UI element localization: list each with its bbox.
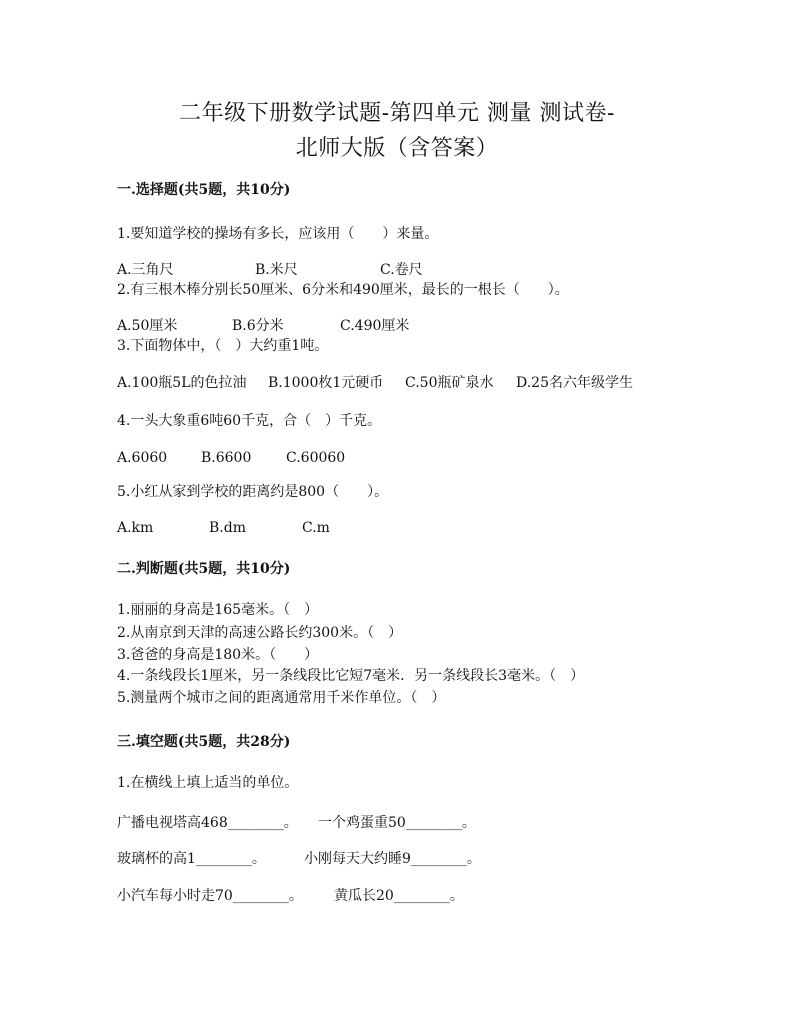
judge-item-1: 1.丽丽的身高是165毫米。（ ） xyxy=(117,602,319,618)
section-heading-judge: 二.判断题(共5题，共10分) xyxy=(117,561,291,577)
judge-item-2: 2.从南京到天津的高速公路长约300米。（ ） xyxy=(117,625,403,641)
option-5b: B.dm xyxy=(209,520,246,536)
option-3b: B.1000枚1元硬币 xyxy=(268,375,384,391)
section-heading-choice: 一.选择题(共5题，共10分) xyxy=(117,182,291,198)
fill-item-tower: 广播电视塔高468________。 xyxy=(117,815,298,831)
option-4b: B.6600 xyxy=(201,450,252,466)
option-4c: C.60060 xyxy=(286,450,346,466)
fill-item-glass: 玻璃杯的高1________。 xyxy=(117,851,266,867)
judge-item-5: 5.测量两个城市之间的距离通常用千米作单位。（ ） xyxy=(117,690,446,706)
title-line-1: 二年级下册数学试题-第四单元 测量 测试卷- xyxy=(179,101,615,126)
option-1a: A.三角尺 xyxy=(117,262,174,278)
question-3: 3.下面物体中，（ ）大约重1吨。 xyxy=(117,338,329,354)
judge-item-3: 3.爸爸的身高是180米。（ ） xyxy=(117,647,319,663)
option-1b: B.米尺 xyxy=(255,262,298,278)
option-5a: A.km xyxy=(117,520,154,536)
option-5c: C.m xyxy=(302,520,330,536)
fill-item-car: 小汽车每小时走70________。 xyxy=(117,888,303,904)
question-4: 4.一头大象重6吨60千克，合（ ）千克。 xyxy=(117,413,382,429)
question-2: 2.有三根木棒分别长50厘米、6分米和490厘米，最长的一根长（ ）。 xyxy=(117,282,569,298)
fill-item-egg: 一个鸡蛋重50________。 xyxy=(318,815,476,831)
fill-intro: 1.在横线上填上适当的单位。 xyxy=(117,775,299,791)
option-2b: B.6分米 xyxy=(232,318,284,334)
option-2c: C.490厘米 xyxy=(340,318,410,334)
option-1c: C.卷尺 xyxy=(380,262,423,278)
section-heading-fill: 三.填空题(共5题，共28分) xyxy=(117,734,291,750)
option-3c: C.50瓶矿泉水 xyxy=(405,375,494,391)
option-3a: A.100瓶5L的色拉油 xyxy=(117,375,247,391)
question-1: 1.要知道学校的操场有多长，应该用（ ）来量。 xyxy=(117,226,439,242)
option-3d: D.25名六年级学生 xyxy=(516,375,633,391)
fill-item-sleep: 小刚每天大约睡9________。 xyxy=(304,851,481,867)
option-2a: A.50厘米 xyxy=(117,318,178,334)
fill-item-cucumber: 黄瓜长20________。 xyxy=(334,888,464,904)
judge-item-4: 4.一条线段长1厘米，另一条线段比它短7毫米．另一条线段长3毫米。（ ） xyxy=(117,668,585,684)
option-4a: A.6060 xyxy=(117,450,168,466)
question-5: 5.小红从家到学校的距离约是800（ ）。 xyxy=(117,484,389,500)
title-line-2: 北师大版（含答案） xyxy=(295,136,499,161)
